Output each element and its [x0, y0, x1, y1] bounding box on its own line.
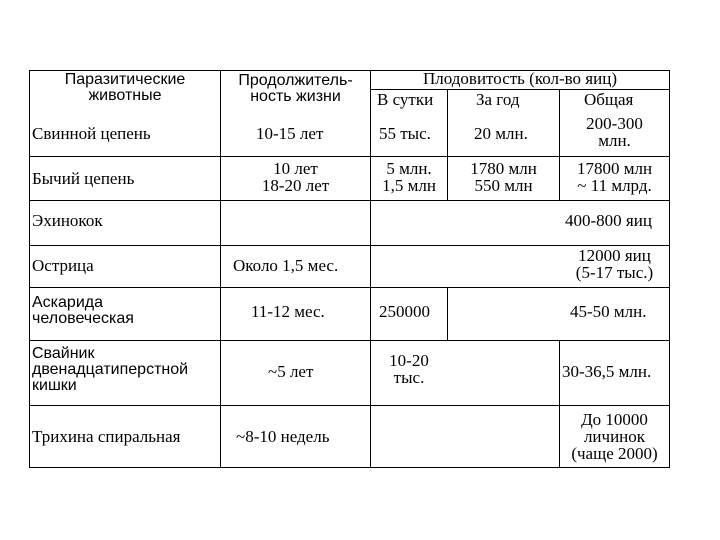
- header-lifespan-line: Продолжитель-: [238, 72, 353, 89]
- row-total: 45-50 млн.: [570, 302, 647, 321]
- column-divider: [220, 70, 221, 468]
- row-divider: [29, 156, 669, 157]
- row-total-line: 200-300: [586, 114, 643, 133]
- row-lifespan: 11-12 мес.: [251, 302, 325, 321]
- row-total-line: До 10000: [581, 410, 648, 429]
- row-name-line: человеческая: [32, 310, 134, 327]
- row-lifespan: [221, 160, 370, 194]
- row-per-year: [448, 160, 559, 194]
- row-name: Эхинокок: [32, 211, 103, 230]
- header-per-day: В сутки: [377, 90, 434, 109]
- row-per-year-line: 1780 млн: [470, 159, 537, 178]
- row-name: [32, 346, 188, 394]
- row-total-line: (чаще 2000): [571, 444, 658, 463]
- row-name: [32, 295, 134, 327]
- row-per-day-line: 10-20: [389, 351, 429, 370]
- row-per-year-line: 550 млн: [474, 176, 533, 195]
- row-divider: [29, 245, 669, 246]
- column-divider: [370, 70, 371, 468]
- row-name: Свинной цепень: [32, 124, 151, 143]
- header-per-year: За год: [476, 90, 520, 109]
- row-lifespan-line: 10 лет: [273, 159, 318, 178]
- row-total: [560, 247, 669, 281]
- row-name-line: Свайник: [32, 345, 95, 362]
- row-lifespan: 10-15 лет: [256, 124, 324, 143]
- row-divider: [29, 200, 669, 201]
- row-name-line: кишки: [32, 377, 77, 394]
- row-total: [560, 115, 669, 149]
- column-divider: [447, 287, 448, 340]
- row-per-year: 20 млн.: [474, 124, 528, 143]
- header-animals: [30, 72, 220, 104]
- header-total: Общая: [584, 90, 634, 109]
- row-per-day: [371, 352, 447, 386]
- header-animals-line: Паразитические: [64, 71, 186, 88]
- row-total: 400-800 яиц: [565, 211, 652, 230]
- row-total-line: личинок: [583, 427, 646, 446]
- header-lifespan: [221, 73, 370, 105]
- row-per-day: [371, 160, 447, 194]
- row-total-line: 17800 млн: [576, 159, 653, 178]
- header-animals-line: животные: [88, 87, 162, 104]
- column-divider: [447, 89, 448, 156]
- row-name-line: двенадцатиперстной: [32, 361, 189, 378]
- row-name: Бычий цепень: [32, 169, 135, 188]
- table-border-right: [669, 70, 670, 468]
- row-divider: [29, 340, 669, 341]
- row-name: Трихина спиральная: [32, 427, 181, 446]
- row-total: [560, 411, 669, 462]
- row-per-day-line: тыс.: [393, 368, 425, 387]
- row-total-line: млн.: [598, 131, 631, 150]
- row-per-day-line: 1,5 млн: [382, 176, 436, 195]
- row-per-day: 55 тыс.: [379, 124, 431, 143]
- row-lifespan-line: 18-20 лет: [261, 176, 330, 195]
- row-total: 30-36,5 млн.: [562, 362, 652, 381]
- row-total-line: 12000 яиц: [578, 246, 651, 265]
- row-total-line: ~ 11 млрд.: [577, 176, 652, 195]
- row-per-day: 250000: [379, 302, 430, 321]
- header-fertility: Плодовитость (кол-во яиц): [423, 69, 617, 88]
- row-name-line: Аскарида: [32, 294, 103, 311]
- row-total-line: (5-17 тыс.): [575, 263, 654, 282]
- table-border-left: [29, 70, 30, 468]
- row-lifespan: ~5 лет: [268, 362, 314, 381]
- row-lifespan: ~8-10 недель: [236, 427, 330, 446]
- row-name: Острица: [32, 256, 94, 275]
- row-divider: [29, 287, 669, 288]
- row-divider: [29, 405, 669, 406]
- row-lifespan: Около 1,5 мес.: [233, 256, 339, 275]
- table-border-bottom: [29, 467, 669, 468]
- row-per-day-line: 5 млн.: [386, 159, 432, 178]
- row-total: [560, 160, 669, 194]
- header-lifespan-line: ность жизни: [250, 88, 341, 105]
